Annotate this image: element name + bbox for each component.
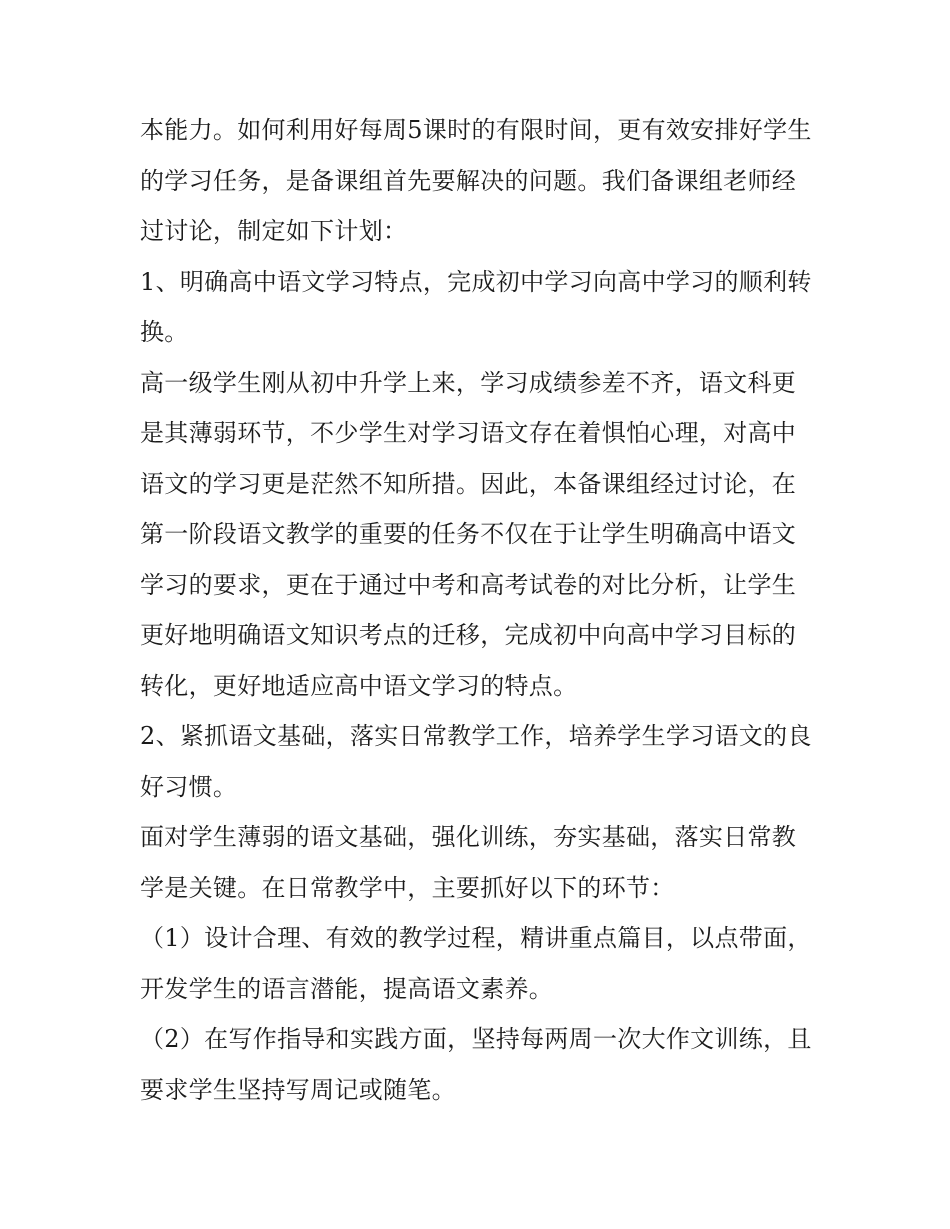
paragraph-item-1: （1）设计合理、有效的教学过程，精讲重点篇目，以点带面，开发学生的语言潜能，提高语文素养。: [140, 924, 812, 1003]
paragraph-heading-1: 1、明确高中语文学习特点，完成初中学习向高中学习的顺利转换。: [140, 267, 812, 346]
paragraph-body-1: 高一级学生刚从初中升学上来，学习成绩参差不齐，语文科更是其薄弱环节，不少学生对学习语文存在着惧怕心理，对高中语文的学习更是茫然不知所措。因此，本备课组经过讨论，在第一阶段语文教学的重要的任务不仅在于让学生明确高中语文学习的要求，更在于通过中考和高考试卷的对比分析，让学生更好地明确语文知识考点的迁移，完成初中向高中学习目标的转化，更好地适应高中语文学习的特点。: [140, 368, 797, 700]
document-body: [140, 105, 820, 1115]
paragraph-intro: 本能力。如何利用好每周5课时的有限时间，更有效安排好学生的学习任务，是备课组首先要解决的问题。我们备课组老师经过讨论，制定如下计划：: [140, 116, 812, 245]
paragraph-body-2: 面对学生薄弱的语文基础，强化训练，夯实基础，落实日常教学是关键。在日常教学中，主要抓好以下的环节：: [140, 823, 797, 902]
paragraph-item-2: （2）在写作指导和实践方面，坚持每两周一次大作文训练，且要求学生坚持写周记或随笔。: [140, 1025, 812, 1104]
paragraph-heading-2: 2、紧抓语文基础，落实日常教学工作，培养学生学习语文的良好习惯。: [140, 722, 812, 801]
